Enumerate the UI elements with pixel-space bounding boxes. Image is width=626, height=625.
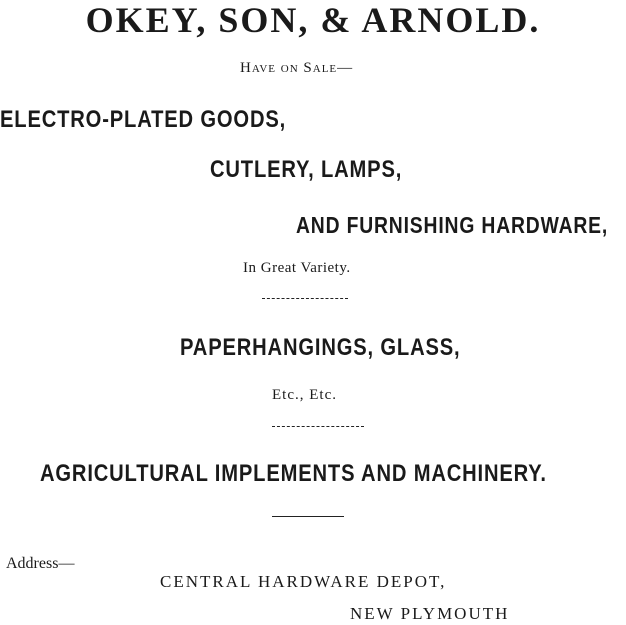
variety-note: In Great Variety. bbox=[243, 260, 351, 276]
electro-plated-goods-line: ELECTRO-PLATED GOODS, bbox=[0, 106, 287, 133]
cutlery-lamps-line: CUTLERY, LAMPS, bbox=[210, 156, 403, 183]
agricultural-implements-line: AGRICULTURAL IMPLEMENTS AND MACHINERY. bbox=[40, 460, 547, 487]
paperhangings-glass-line: PAPERHANGINGS, GLASS, bbox=[180, 334, 461, 361]
town-name: NEW PLYMOUTH bbox=[350, 604, 510, 623]
divider-rule bbox=[272, 426, 364, 427]
have-on-sale-label: Have on Sale— bbox=[240, 60, 354, 76]
divider-rule bbox=[262, 298, 348, 299]
firm-name: OKEY, SON, & ARNOLD. bbox=[85, 0, 541, 40]
depot-name: CENTRAL HARDWARE DEPOT, bbox=[160, 572, 447, 591]
divider-rule bbox=[272, 516, 344, 517]
address-label: Address— bbox=[6, 555, 75, 572]
furnishing-hardware-line: AND FURNISHING HARDWARE, bbox=[296, 212, 609, 238]
etc-note: Etc., Etc. bbox=[272, 387, 337, 403]
